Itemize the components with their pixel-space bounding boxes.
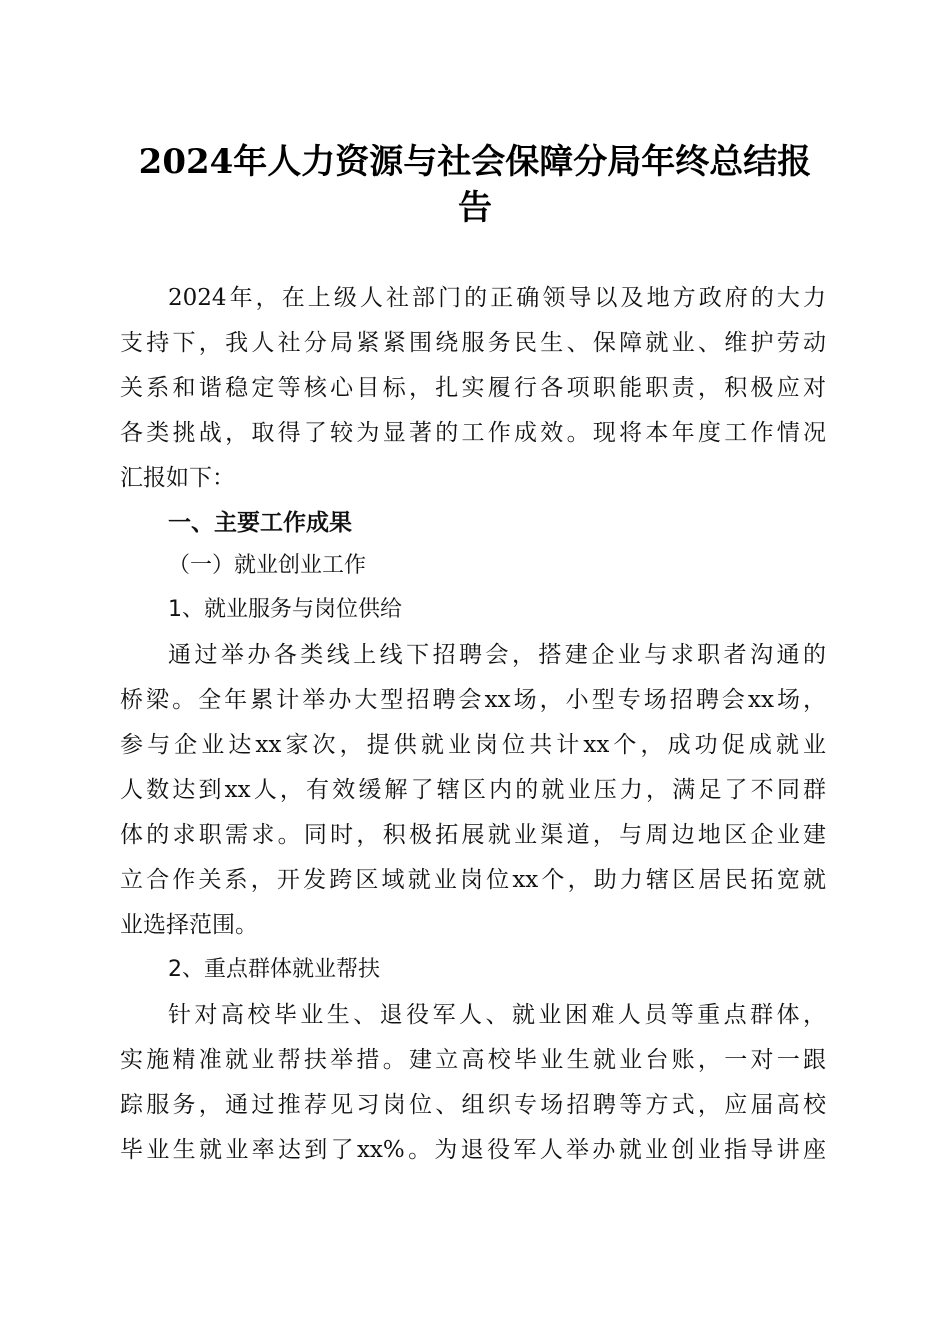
document-title-line-2: 告 — [458, 188, 492, 228]
body-line: 参与企业达xx家次，提供就业岗位共计xx个，成功促成就业 — [120, 732, 826, 758]
item-heading: 1、就业服务与岗位供给 — [168, 597, 402, 622]
body-line: 体的求职需求。同时，积极拓展就业渠道，与周边地区企业建 — [120, 822, 826, 848]
intro-line: 2024年，在上级人社部门的正确领导以及地方政府的大力 — [168, 285, 826, 311]
document-title-line-1: 2024年人力资源与社会保障分局年终总结报 — [138, 142, 812, 182]
body-line: 业选择范围。 — [120, 912, 258, 938]
body-line: 桥梁。全年累计举办大型招聘会xx场，小型专场招聘会xx场， — [120, 687, 826, 713]
body-line: 踪服务，通过推荐见习岗位、组织专场招聘等方式，应届高校 — [120, 1092, 826, 1118]
subsection-heading: （一）就业创业工作 — [168, 553, 367, 578]
intro-line: 关系和谐稳定等核心目标，扎实履行各项职能职责，积极应对 — [120, 375, 826, 401]
intro-line: 汇报如下： — [120, 465, 235, 491]
item-heading: 2、重点群体就业帮扶 — [168, 957, 380, 982]
intro-line: 支持下，我人社分局紧紧围绕服务民生、保障就业、维护劳动 — [120, 330, 826, 356]
body-line: 立合作关系，开发跨区域就业岗位xx个，助力辖区居民拓宽就 — [120, 867, 826, 893]
body-line: 通过举办各类线上线下招聘会，搭建企业与求职者沟通的 — [168, 642, 826, 668]
intro-line: 各类挑战，取得了较为显著的工作成效。现将本年度工作情况 — [120, 420, 826, 446]
body-line: 毕业生就业率达到了xx%。为退役军人举办就业创业指导讲座 — [120, 1137, 826, 1163]
section-heading: 一、主要工作成果 — [168, 510, 352, 536]
body-line: 人数达到xx人，有效缓解了辖区内的就业压力，满足了不同群 — [120, 777, 826, 803]
body-line: 针对高校毕业生、退役军人、就业困难人员等重点群体， — [168, 1002, 826, 1028]
body-line: 实施精准就业帮扶举措。建立高校毕业生就业台账，一对一跟 — [120, 1047, 826, 1073]
